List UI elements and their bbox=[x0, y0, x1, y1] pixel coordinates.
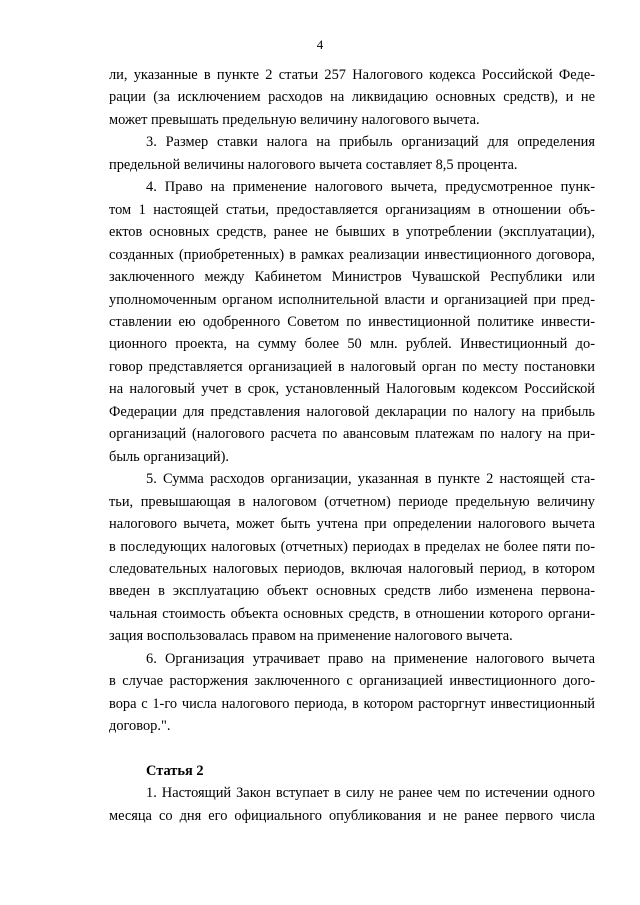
text-line: Федерации для представления налоговой декларации по налогу на прибыль bbox=[109, 403, 595, 420]
text-line: ставлении ею одобренного Советом по инвестиционной политике инвести- bbox=[109, 313, 595, 330]
text-line: быль организаций). bbox=[109, 448, 229, 465]
text-line: тьи, превышающая в налоговом (отчетном) периоде предельную величину bbox=[109, 493, 595, 510]
text-line: предельной величины налогового вычета составляет 8,5 процента. bbox=[109, 156, 518, 173]
text-line: 4. Право на применение налогового вычета, предусмотренное пунк- bbox=[146, 179, 595, 196]
text-line: налогового вычета, может быть учтена при определении налогового вычета bbox=[109, 516, 595, 533]
document-body bbox=[109, 64, 595, 827]
text-line: следовательных налоговых периодов, включая налоговый период, в котором bbox=[109, 560, 595, 577]
text-line: организаций (налогового расчета по авансовым платежам по налогу на при- bbox=[109, 426, 595, 443]
text-line: чальная стоимость объекта основных средств, в отношении которого органи- bbox=[109, 605, 595, 622]
text-line: в последующих налоговых (отчетных) периодах в пределах не более пяти по- bbox=[109, 538, 595, 555]
text-line: ционного проекта, на сумму более 50 млн. рублей. Инвестиционный до- bbox=[109, 336, 595, 353]
text-line: месяца со дня его официального опубликования и не ранее первого числа bbox=[109, 807, 595, 824]
blank-line bbox=[109, 738, 595, 760]
text-line: вора с 1-го числа налогового периода, в котором расторгнут инвестиционный bbox=[109, 695, 595, 712]
text-line: созданных (приобретенных) в рамках реализации инвестиционного договора, bbox=[109, 246, 595, 263]
text-line: зация воспользовалась правом на применение налогового вычета. bbox=[109, 628, 513, 645]
text-line: заключенного между Кабинетом Министров Чувашской Республики или bbox=[109, 269, 595, 286]
text-line: 1. Настоящий Закон вступает в силу не ранее чем по истечении одного bbox=[146, 785, 595, 802]
text-line: говор представляется организацией в налоговый орган по месту постановки bbox=[109, 358, 595, 375]
text-line: рации (за исключением расходов на ликвидацию основных средств), и не bbox=[109, 89, 595, 106]
text-line: в случае расторжения заключенного с организацией инвестиционного дого- bbox=[109, 673, 595, 690]
text-line: 5. Сумма расходов организации, указанная в пункте 2 настоящей ста- bbox=[146, 471, 595, 488]
article-heading: Статья 2 bbox=[146, 763, 204, 780]
text-line: на налоговый учет в срок, установленный Налоговым кодексом Российской bbox=[109, 381, 595, 398]
text-line: 3. Размер ставки налога на прибыль организаций для определения bbox=[146, 134, 595, 151]
text-line: уполномоченным органом исполнительной власти и организацией при пред- bbox=[109, 291, 595, 308]
page-number: 4 bbox=[316, 37, 324, 52]
text-line: введен в эксплуатацию объект основных средств либо изменена первона- bbox=[109, 583, 595, 600]
text-line: том 1 настоящей статьи, предоставляется организациям в отношении объ- bbox=[109, 201, 595, 218]
text-line: 6. Организация утрачивает право на применение налогового вычета bbox=[146, 650, 595, 667]
text-line: ектов основных средств, ранее не бывших в употреблении (эксплуатации), bbox=[109, 224, 595, 241]
text-line: может превышать предельную величину налогового вычета. bbox=[109, 111, 480, 128]
text-line: договор.". bbox=[109, 718, 171, 735]
text-line: ли, указанные в пункте 2 статьи 257 Налогового кодекса Российской Феде- bbox=[109, 67, 595, 83]
